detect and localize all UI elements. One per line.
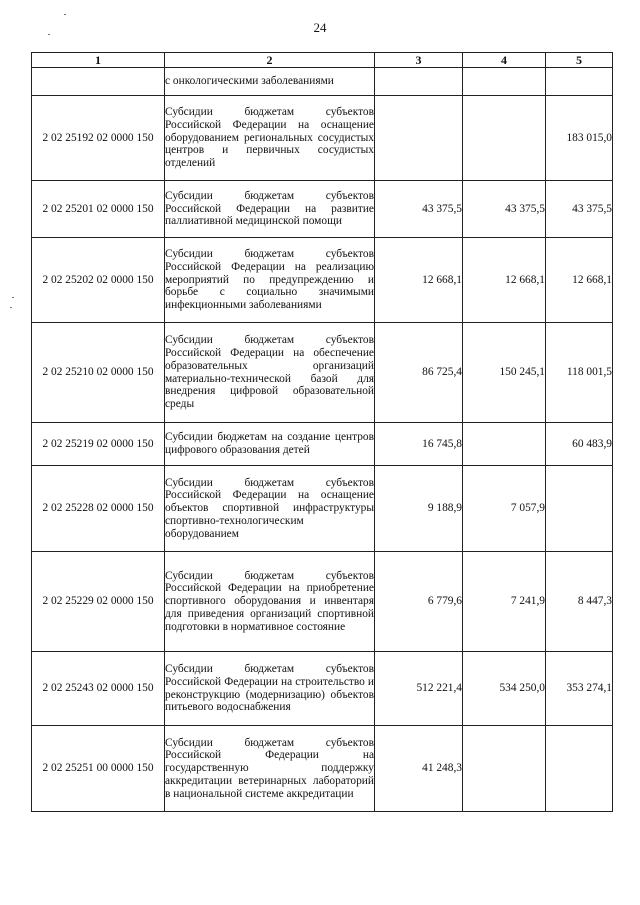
column-header: 5 [546,53,613,68]
budget-code-cell: 2 02 25251 00 0000 150 [32,726,165,812]
table-row [32,466,613,552]
description-cell: с онкологическими заболеваниями [165,68,375,96]
amount-col5-cell: 353 274,1 [546,652,613,726]
column-header: 2 [165,53,375,68]
column-header: 1 [32,53,165,68]
amount-col5-cell [546,726,613,812]
budget-code-cell: 2 02 25229 02 0000 150 [32,552,165,652]
amount-col3-cell [375,96,463,181]
amount-col3-cell: 12 668,1 [375,238,463,323]
table-row [32,238,613,323]
amount-col4-cell: 12 668,1 [463,238,546,323]
amount-col4-cell: 7 057,9 [463,466,546,552]
table-row [32,181,613,238]
description-cell: Субсидии бюджетам субъектов Российской Федерации на оснащение оборудованием региональных сосудистых центров и первичных сосудистых отделений [165,96,375,181]
budget-code-cell: 2 02 25210 02 0000 150 [32,323,165,423]
table-row [32,323,613,423]
amount-col3-cell: 16 745,8 [375,423,463,466]
table-row [32,423,613,466]
table-row [32,652,613,726]
amount-col5-cell: 60 483,9 [546,423,613,466]
scan-speck [12,297,14,298]
amount-col3-cell: 6 779,6 [375,552,463,652]
description-cell: Субсидии бюджетам субъектов Российской Федерации на приобретение спортивного оборудования и инвентаря для приведения организаций спортивной подготовки в нормативное состояние [165,552,375,652]
amount-col4-cell [463,96,546,181]
column-header: 3 [375,53,463,68]
amount-col3-cell: 512 221,4 [375,652,463,726]
amount-col4-cell: 7 241,9 [463,552,546,652]
description-cell: Субсидии бюджетам субъектов Российской Федерации на обеспечение образовательных организаций материально-технической базой для внедрения цифровой образовательной среды [165,323,375,423]
amount-col3-cell: 9 188,9 [375,466,463,552]
budget-code-cell: 2 02 25219 02 0000 150 [32,423,165,466]
budget-code-cell: 2 02 25192 02 0000 150 [32,96,165,181]
budget-code-cell: 2 02 25243 02 0000 150 [32,652,165,726]
table-row [32,68,613,96]
amount-col3-cell: 43 375,5 [375,181,463,238]
scan-speck [10,307,12,308]
amount-col5-cell: 118 001,5 [546,323,613,423]
amount-col5-cell: 43 375,5 [546,181,613,238]
amount-col4-cell: 150 245,1 [463,323,546,423]
description-cell: Субсидии бюджетам субъектов Российской Федерации на строительство и реконструкцию (модернизацию) объектов питьевого водоснабжения [165,652,375,726]
amount-col5-cell: 8 447,3 [546,552,613,652]
amount-col5-cell: 12 668,1 [546,238,613,323]
amount-col4-cell [463,68,546,96]
scan-speck [48,34,50,35]
amount-col4-cell [463,423,546,466]
amount-col3-cell: 86 725,4 [375,323,463,423]
budget-code-cell [32,68,165,96]
budget-code-cell: 2 02 25228 02 0000 150 [32,466,165,552]
scan-speck [64,14,66,15]
description-cell: Субсидии бюджетам на создание центров цифрового образования детей [165,423,375,466]
page-number: 24 [313,20,327,35]
table-row [32,552,613,652]
table-row [32,96,613,181]
description-cell: Субсидии бюджетам субъектов Российской Федерации на государственную поддержку аккредитации ветеринарных лабораторий в национальной системе аккредитации [165,726,375,812]
amount-col3-cell: 41 248,3 [375,726,463,812]
amount-col5-cell [546,466,613,552]
amount-col5-cell [546,68,613,96]
budget-code-cell: 2 02 25201 02 0000 150 [32,181,165,238]
amount-col5-cell: 183 015,0 [546,96,613,181]
amount-col4-cell: 43 375,5 [463,181,546,238]
budget-table [31,52,613,812]
column-header: 4 [463,53,546,68]
table-row [32,726,613,812]
table-header-row [32,53,613,68]
amount-col3-cell [375,68,463,96]
description-cell: Субсидии бюджетам субъектов Российской Федерации на оснащение объектов спортивной инфраструктуры спортивно-технологическим оборудованием [165,466,375,552]
amount-col4-cell: 534 250,0 [463,652,546,726]
description-cell: Субсидии бюджетам субъектов Российской Федерации на развитие паллиативной медицинской помощи [165,181,375,238]
budget-code-cell: 2 02 25202 02 0000 150 [32,238,165,323]
description-cell: Субсидии бюджетам субъектов Российской Федерации на реализацию мероприятий по предупреждению и борьбе с социально значимыми инфекционными заболеваниями [165,238,375,323]
amount-col4-cell [463,726,546,812]
